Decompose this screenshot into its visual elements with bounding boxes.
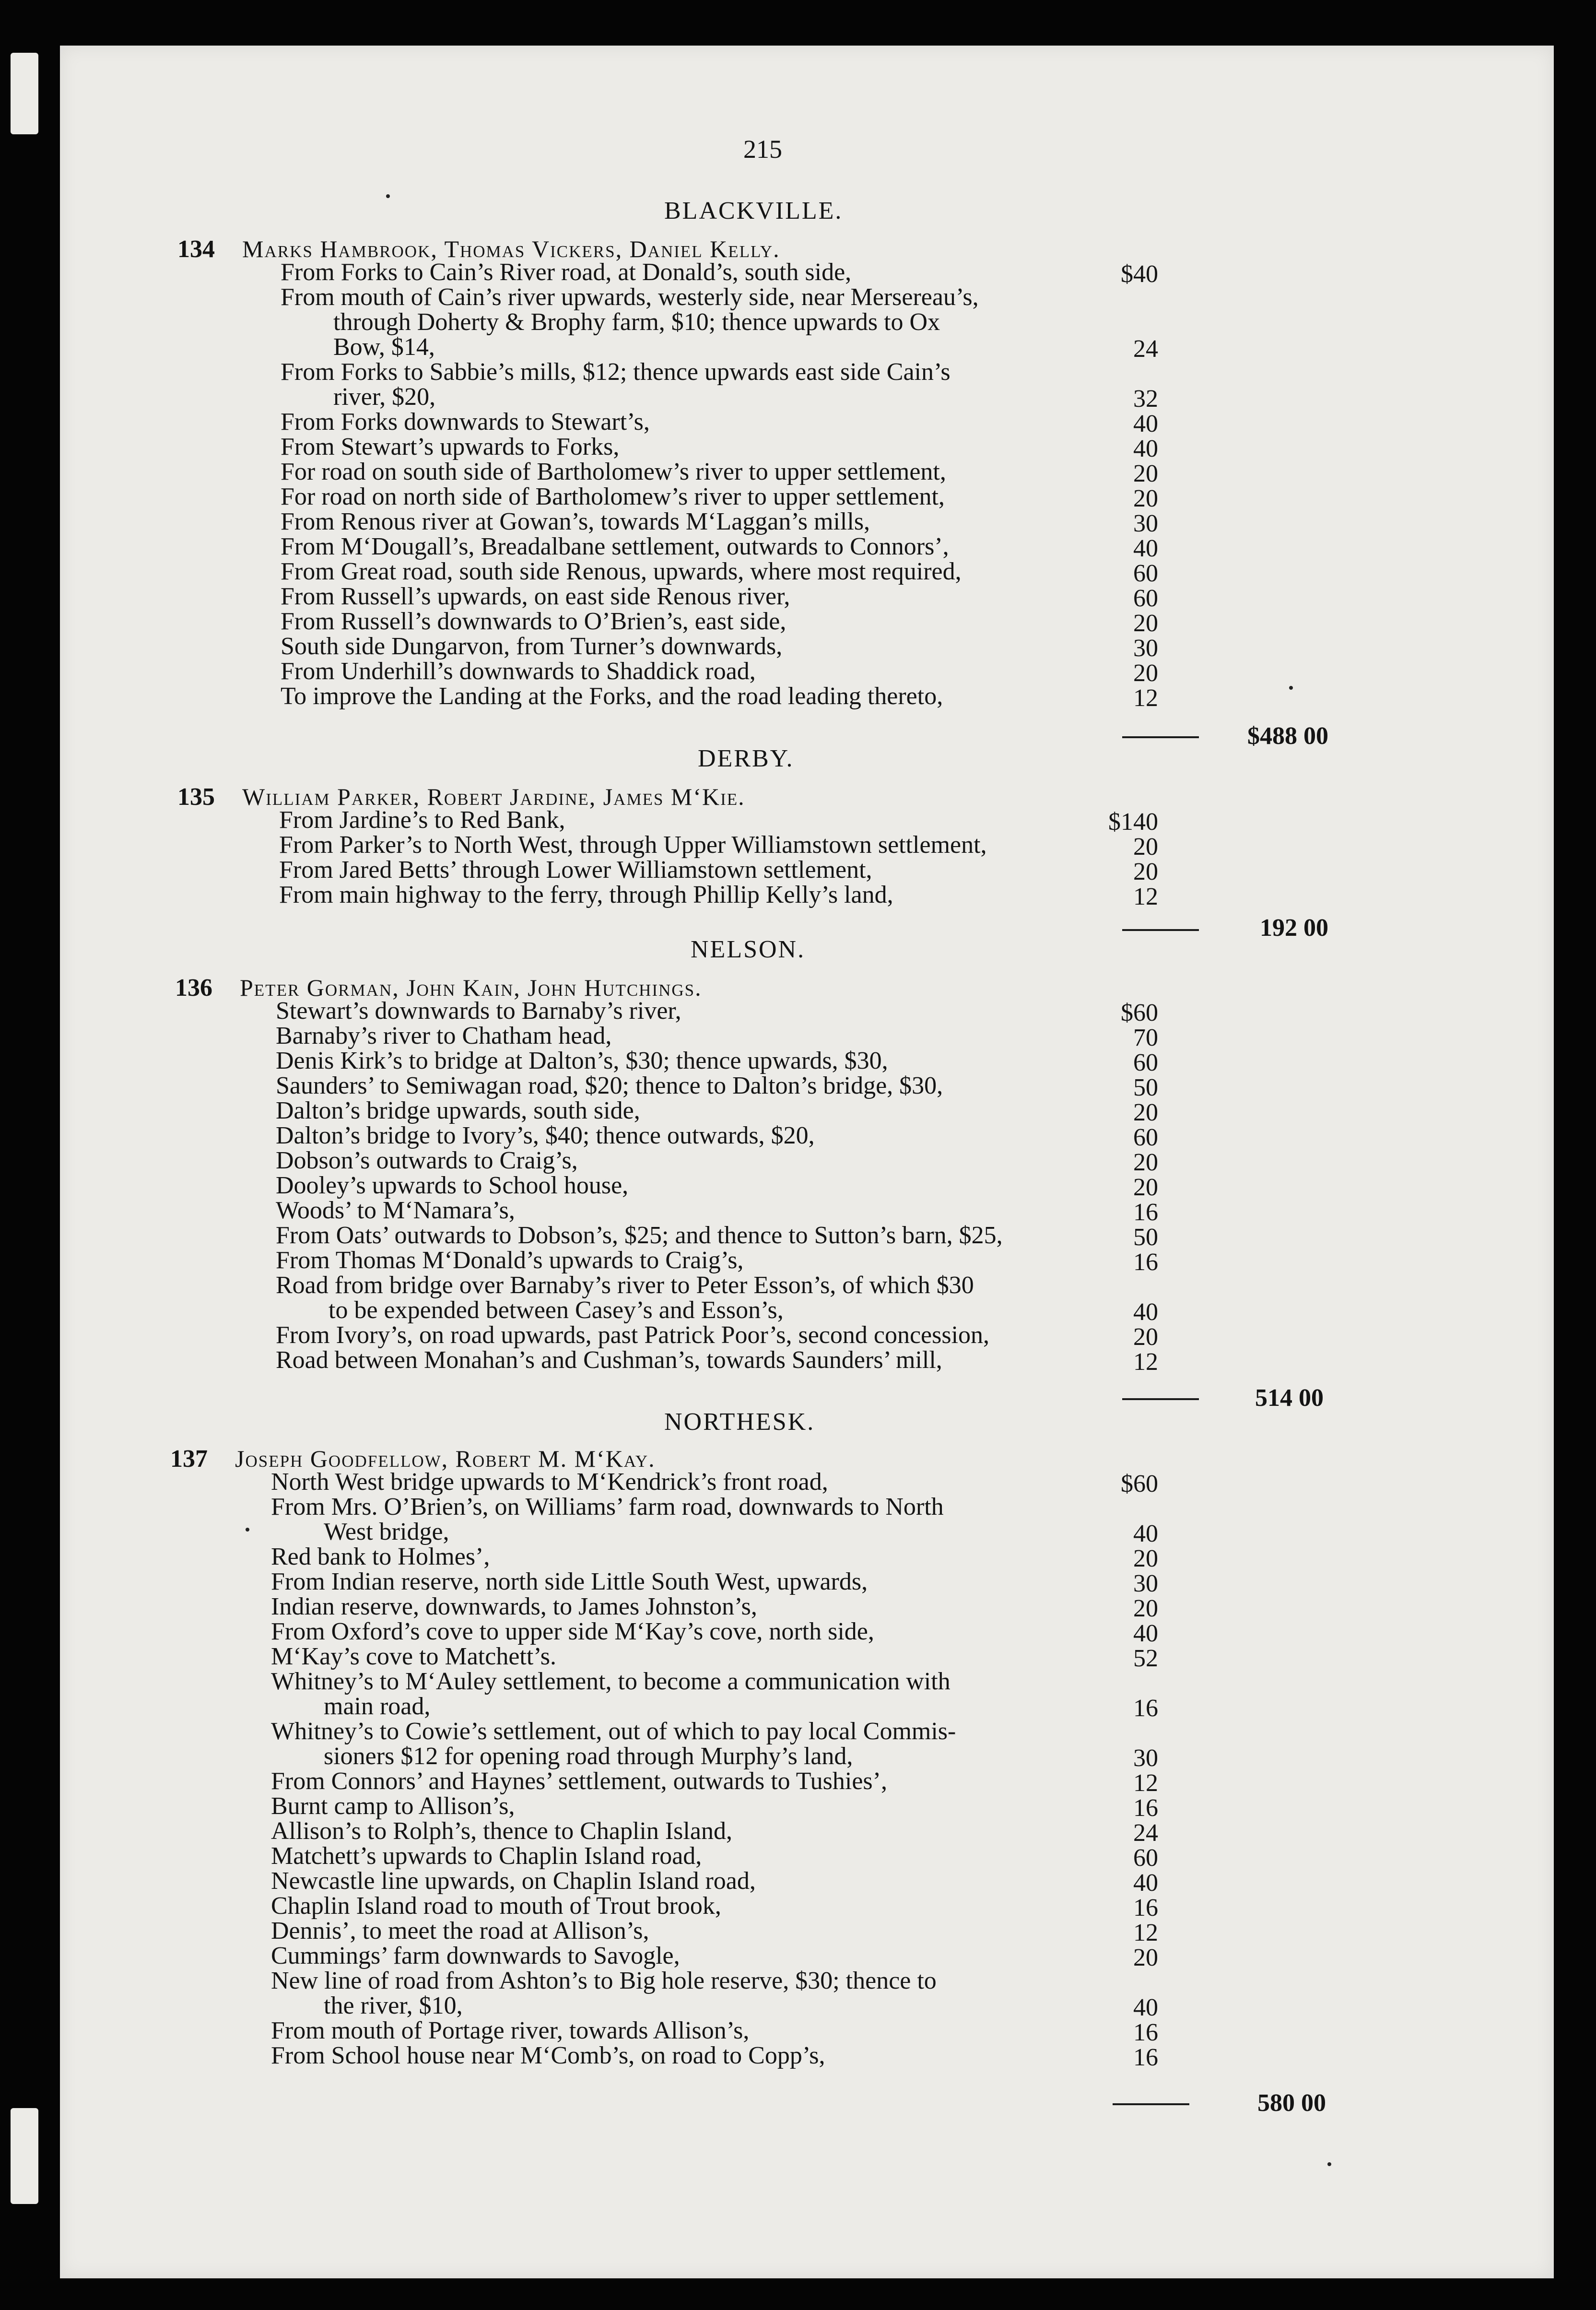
entry-amount: 20 <box>1133 1944 1158 1971</box>
entry-line: to be expended between Casey’s and Esson’s, <box>329 1296 784 1324</box>
entry-amount: 16 <box>1133 1794 1158 1822</box>
subtotal-rule <box>1122 736 1199 738</box>
entry-amount: 16 <box>1133 1249 1158 1276</box>
entry-amount: 20 <box>1133 610 1158 637</box>
section-total: 192 00 <box>1260 914 1328 942</box>
entry-line: Indian reserve, downwards, to James Johnston’s, <box>271 1593 757 1620</box>
entry-line: sioners $12 for opening road through Murphy’s land, <box>324 1743 853 1770</box>
entry-line: From Forks to Sabbie’s mills, $12; thence upwards east side Cain’s <box>281 358 951 386</box>
entry-amount: 20 <box>1133 1174 1158 1201</box>
entry-line: Dennis’, to meet the road at Allison’s, <box>271 1917 649 1945</box>
entry-amount: 16 <box>1133 1894 1158 1921</box>
section-number: 135 <box>177 783 215 811</box>
entry-amount: 20 <box>1133 1545 1158 1572</box>
entry-line: From Mrs. O’Brien’s, on Williams’ farm road, downwards to North <box>271 1493 944 1520</box>
entry-amount: 20 <box>1133 1595 1158 1622</box>
entry-line: From Jardine’s to Red Bank, <box>279 806 565 834</box>
entry-amount: 60 <box>1133 1049 1158 1076</box>
entry-amount: 70 <box>1133 1024 1158 1051</box>
entry-line: From mouth of Portage river, towards Allison’s, <box>271 2017 750 2044</box>
commissioners: Joseph Goodfellow, Robert M. M‘Kay. <box>235 1445 656 1472</box>
commissioners: Peter Gorman, John Kain, John Hutchings. <box>240 974 702 1001</box>
entry-line: Chaplin Island road to mouth of Trout brook, <box>271 1892 721 1920</box>
entry-line: Denis Kirk’s to bridge at Dalton’s, $30; thence upwards, $30, <box>276 1047 888 1074</box>
entry-line: Barnaby’s river to Chatham head, <box>276 1022 612 1049</box>
entry-line: Red bank to Holmes’, <box>271 1543 490 1570</box>
section-title: BLACKVILLE. <box>664 197 843 224</box>
entry-line: Whitney’s to Cowie’s settlement, out of which to pay local Commis- <box>271 1718 956 1745</box>
entry-amount: 40 <box>1133 435 1158 462</box>
print-speck <box>1327 2162 1331 2166</box>
section-title: DERBY. <box>698 745 794 772</box>
subtotal-rule <box>1113 2103 1189 2105</box>
entry-line: Allison’s to Rolph’s, thence to Chaplin Island, <box>271 1817 732 1845</box>
entry-amount: $60 <box>1121 999 1158 1026</box>
entry-amount: 20 <box>1133 660 1158 687</box>
entry-line: New line of road from Ashton’s to Big hole reserve, $30; thence to <box>271 1967 937 1994</box>
entry-line: river, $20, <box>333 383 436 411</box>
entry-line: From M‘Dougall’s, Breadalbane settlement, outwards to Connors’, <box>281 533 949 560</box>
entry-line: From Oats’ outwards to Dobson’s, $25; and thence to Sutton’s barn, $25, <box>276 1222 1003 1249</box>
entry-amount: 30 <box>1133 1570 1158 1597</box>
entry-line: From Oxford’s cove to upper side M‘Kay’s cove, north side, <box>271 1618 874 1645</box>
subtotal-rule <box>1122 929 1199 931</box>
entry-line: For road on north side of Bartholomew’s river to upper settlement, <box>281 483 945 510</box>
entry-amount: 32 <box>1133 385 1158 412</box>
section-number: 136 <box>175 974 212 1002</box>
print-speck <box>246 1528 249 1532</box>
entry-line: From Thomas M‘Donald’s upwards to Craig’s, <box>276 1247 744 1274</box>
entry-amount: 24 <box>1133 335 1158 363</box>
entry-amount: 40 <box>1133 1298 1158 1326</box>
section-title: NELSON. <box>691 936 806 963</box>
entry-amount: 60 <box>1133 1124 1158 1151</box>
entry-amount: $40 <box>1121 260 1158 288</box>
entry-amount: 40 <box>1133 1620 1158 1647</box>
print-speck <box>1289 686 1293 690</box>
entry-line: From Underhill’s downwards to Shaddick road, <box>281 658 756 685</box>
entry-amount: 30 <box>1133 510 1158 537</box>
entry-line: main road, <box>324 1693 431 1720</box>
entry-line: Matchett’s upwards to Chaplin Island road, <box>271 1842 702 1870</box>
entry-amount: 24 <box>1133 1819 1158 1847</box>
entry-line: Dooley’s upwards to School house, <box>276 1172 629 1199</box>
entry-line: Burnt camp to Allison’s, <box>271 1792 515 1820</box>
entry-line: Whitney’s to M‘Auley settlement, to become a communication with <box>271 1668 951 1695</box>
entry-amount: 52 <box>1133 1645 1158 1672</box>
entry-line: Woods’ to M‘Namara’s, <box>276 1197 515 1224</box>
entry-amount: 60 <box>1133 560 1158 587</box>
entry-line: M‘Kay’s cove to Matchett’s. <box>271 1643 556 1670</box>
commissioners: William Parker, Robert Jardine, James M‘Kie. <box>242 783 745 810</box>
entry-amount: $60 <box>1121 1470 1158 1497</box>
entry-line: Dalton’s bridge upwards, south side, <box>276 1097 640 1124</box>
subtotal-rule <box>1122 1398 1199 1400</box>
section-number: 137 <box>170 1445 208 1473</box>
entry-amount: 12 <box>1133 684 1158 712</box>
entry-amount: 40 <box>1133 535 1158 562</box>
entry-amount: 60 <box>1133 1844 1158 1872</box>
entry-line: Cummings’ farm downwards to Savogle, <box>271 1942 680 1969</box>
entry-amount: 50 <box>1133 1074 1158 1101</box>
entry-amount: 12 <box>1133 1919 1158 1946</box>
entry-line: From Parker’s to North West, through Upper Williamstown settlement, <box>279 831 987 859</box>
entry-line: From Connors’ and Haynes’ settlement, outwards to Tushies’, <box>271 1768 887 1795</box>
section-total: 580 00 <box>1257 2089 1326 2117</box>
entry-line: For road on south side of Bartholomew’s river to upper settlement, <box>281 458 946 485</box>
section-title: NORTHESK. <box>664 1408 815 1436</box>
entry-amount: 20 <box>1133 1149 1158 1176</box>
entry-amount: 16 <box>1133 2019 1158 2046</box>
entry-amount: 16 <box>1133 1199 1158 1226</box>
entry-amount: 40 <box>1133 1869 1158 1897</box>
entry-line: Road between Monahan’s and Cushman’s, towards Saunders’ mill, <box>276 1346 942 1374</box>
entry-amount: 40 <box>1133 1520 1158 1547</box>
entry-line: From Jared Betts’ through Lower Williamstown settlement, <box>279 856 872 884</box>
entry-amount: 12 <box>1133 1769 1158 1797</box>
entry-line: From Russell’s upwards, on east side Renous river, <box>281 583 790 610</box>
entry-line: From School house near M‘Comb’s, on road to Copp’s, <box>271 2042 825 2069</box>
entry-line: Dalton’s bridge to Ivory’s, $40; thence outwards, $20, <box>276 1122 815 1149</box>
entry-line: the river, $10, <box>324 1992 463 2019</box>
entry-line: From Forks downwards to Stewart’s, <box>281 408 650 436</box>
entry-amount: 20 <box>1133 858 1158 885</box>
entry-line: To improve the Landing at the Forks, and the road leading thereto, <box>281 683 943 710</box>
section-number: 134 <box>177 236 215 263</box>
entry-line: From Forks to Cain’s River road, at Donald’s, south side, <box>281 259 852 286</box>
entry-amount: 30 <box>1133 635 1158 662</box>
section-total: 514 00 <box>1255 1384 1324 1412</box>
entry-amount: 40 <box>1133 410 1158 437</box>
entry-amount: 20 <box>1133 833 1158 860</box>
entry-amount: 60 <box>1133 585 1158 612</box>
entry-line: From Indian reserve, north side Little South West, upwards, <box>271 1568 868 1595</box>
entry-line: From Renous river at Gowan’s, towards M‘Laggan’s mills, <box>281 508 870 535</box>
entry-amount: 20 <box>1133 1099 1158 1126</box>
entry-line: From main highway to the ferry, through Phillip Kelly’s land, <box>279 881 893 908</box>
entry-line: From Stewart’s upwards to Forks, <box>281 433 620 460</box>
entry-amount: 12 <box>1133 883 1158 910</box>
entry-line: through Doherty & Brophy farm, $10; thence upwards to Ox <box>333 308 940 336</box>
entry-line: Dobson’s outwards to Craig’s, <box>276 1147 578 1174</box>
entry-line: From Ivory’s, on road upwards, past Patrick Poor’s, second concession, <box>276 1321 990 1349</box>
entry-amount: $140 <box>1108 808 1158 836</box>
entry-line: West bridge, <box>324 1518 449 1545</box>
entry-amount: 16 <box>1133 1695 1158 1722</box>
entry-line: From Russell’s downwards to O’Brien’s, east side, <box>281 608 786 635</box>
entry-amount: 20 <box>1133 485 1158 512</box>
entry-amount: 20 <box>1133 1323 1158 1351</box>
entry-amount: 50 <box>1133 1224 1158 1251</box>
entry-amount: 20 <box>1133 460 1158 487</box>
section-total: $488 00 <box>1247 722 1328 750</box>
entry-line: South side Dungarvon, from Turner’s downwards, <box>281 633 783 660</box>
entry-line: Stewart’s downwards to Barnaby’s river, <box>276 997 681 1025</box>
entry-amount: 40 <box>1133 1994 1158 2021</box>
print-speck <box>386 194 390 198</box>
entry-line: Road from bridge over Barnaby’s river to Peter Esson’s, of which $30 <box>276 1272 974 1299</box>
entry-line: Bow, $14, <box>333 333 435 361</box>
entry-amount: 16 <box>1133 2044 1158 2071</box>
commissioners: Marks Hambrook, Thomas Vickers, Daniel Kelly. <box>242 236 780 262</box>
entry-line: Saunders’ to Semiwagan road, $20; thence to Dalton’s bridge, $30, <box>276 1072 943 1099</box>
page-number: 215 <box>743 135 782 164</box>
entry-amount: 30 <box>1133 1744 1158 1772</box>
entry-line: From Great road, south side Renous, upwards, where most required, <box>281 558 962 585</box>
entry-line: From mouth of Cain’s river upwards, westerly side, near Mersereau’s, <box>281 283 979 311</box>
entry-line: Newcastle line upwards, on Chaplin Island road, <box>271 1867 756 1895</box>
entry-line: North West bridge upwards to M‘Kendrick’s front road, <box>271 1468 828 1496</box>
entry-amount: 12 <box>1133 1348 1158 1376</box>
